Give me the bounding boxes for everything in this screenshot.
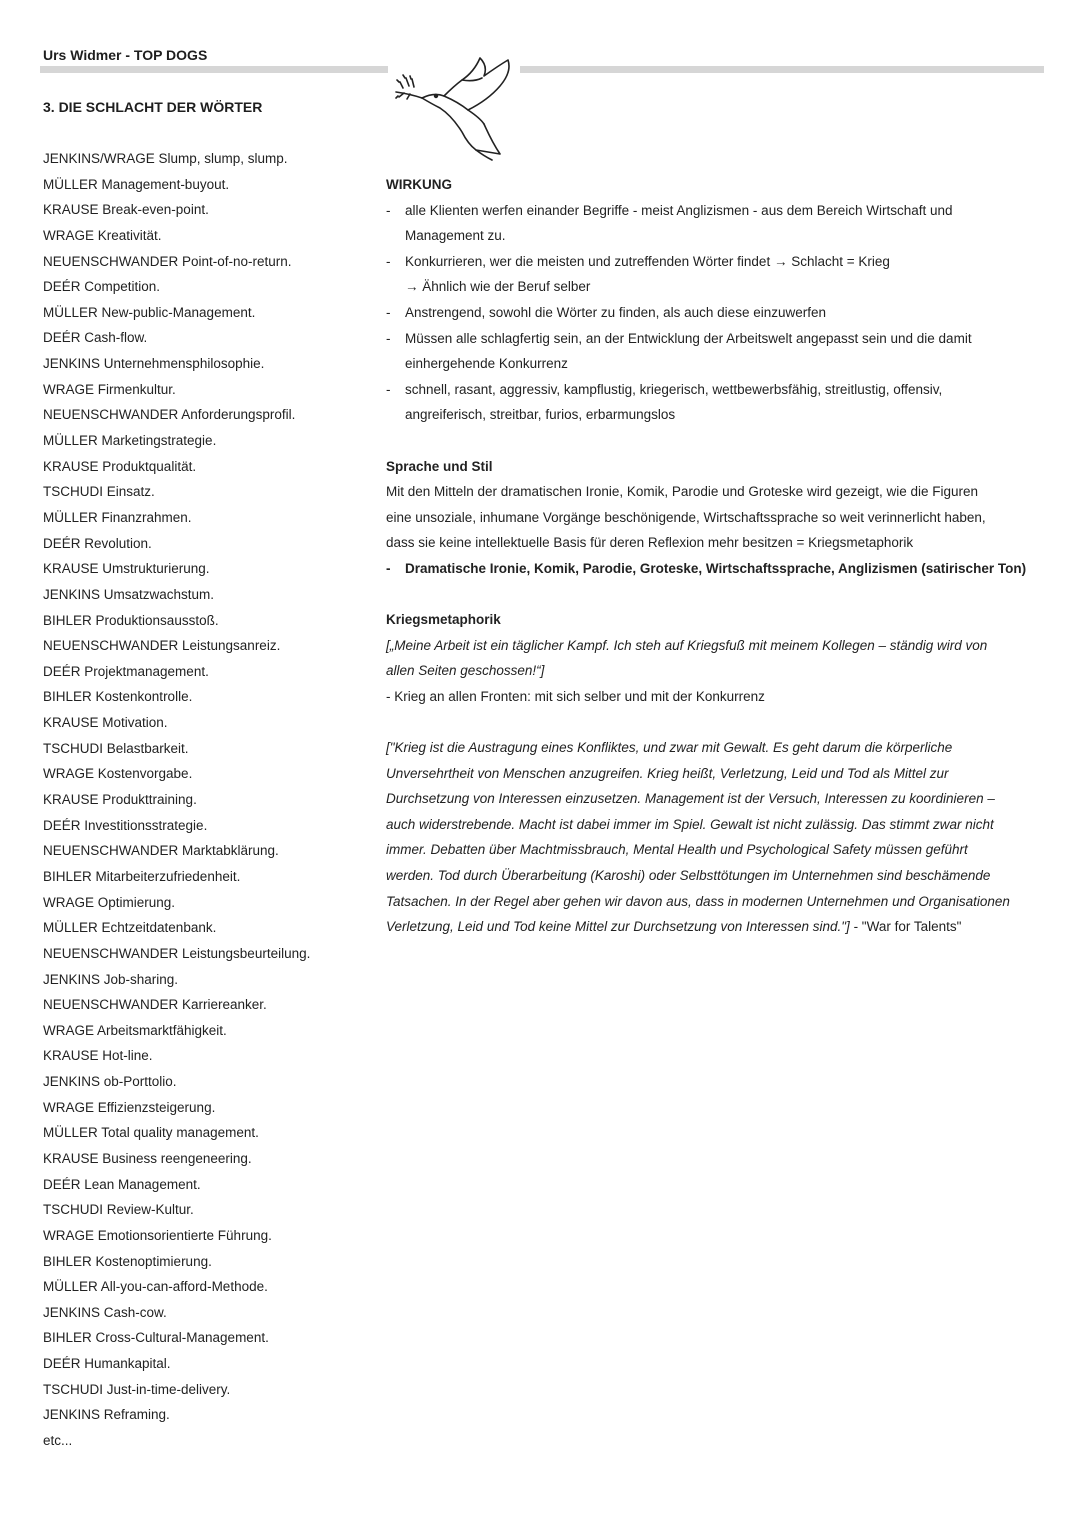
sprache-bullet — [386, 556, 1046, 582]
dialog-line: WRAGE Kreativität. — [43, 227, 162, 243]
quote-source: - "War for Talents" — [849, 919, 962, 935]
quote-line: Tatsachen. In der Regel aber gehen wir davon aus, dass in modernen Unternehmen und Organisationen — [386, 893, 1010, 909]
dialog-line: MÜLLER Marketingstrategie. — [43, 433, 217, 449]
dialog-line: KRAUSE Produktqualität. — [43, 458, 197, 474]
dialog-line: KRAUSE Hot-line. — [43, 1048, 153, 1064]
dialog-line: WRAGE Emotionsorientierte Führung. — [43, 1227, 272, 1243]
dialog-line: MÜLLER Echtzeitdatenbank. — [43, 920, 217, 936]
bullet-continuation: Management zu. — [405, 228, 506, 244]
dialog-line: WRAGE Firmenkultur. — [43, 381, 176, 397]
dialog-line: DEÉR Revolution. — [43, 535, 152, 551]
dialog-line: KRAUSE Break-even-point. — [43, 202, 209, 218]
kriegs-heading: Kriegsmetaphorik — [386, 612, 501, 628]
sprache-paragraph-line: dass sie keine intellektuelle Basis für deren Reflexion mehr besitzen = Kriegsmetaphorik — [386, 535, 914, 551]
dialog-line: NEUENSCHWANDER Marktabklärung. — [43, 843, 279, 859]
section-title: 3. DIE SCHLACHT DER WÖRTER — [43, 99, 263, 115]
bullet-dash: - — [386, 304, 391, 320]
bullet-text: Anstrengend, sowohl die Wörter zu finden, als auch diese einzuwerfen — [405, 304, 826, 320]
dialog-line: JENKINS Unternehmensphilosophie. — [43, 356, 265, 372]
bullet-text: Konkurrieren, wer die meisten und zutreffenden Wörter findet → Schlacht = Krieg — [405, 253, 890, 269]
dialog-line: DEÉR Investitionsstrategie. — [43, 817, 208, 833]
bullet-dash: - — [386, 253, 391, 269]
dialog-line: JENKINS ob-Porttolio. — [43, 1074, 177, 1090]
dialog-line: NEUENSCHWANDER Leistungsanreiz. — [43, 638, 281, 654]
dialog-line: TSCHUDI Belastbarkeit. — [43, 740, 189, 756]
dialog-line: MÜLLER Finanzrahmen. — [43, 509, 192, 525]
dialog-line: WRAGE Optimierung. — [43, 894, 176, 910]
wirkung-bullet — [386, 377, 1046, 403]
dialog-line: KRAUSE Produkttraining. — [43, 792, 197, 808]
dove-icon — [388, 52, 520, 164]
quote-line: ["Krieg ist die Austragung eines Konfliktes, und zwar mit Gewalt. Es geht darum die körperliche — [386, 740, 953, 756]
dialog-line: TSCHUDI Review-Kultur. — [43, 1202, 194, 1218]
dialog-line: TSCHUDI Just-in-time-delivery. — [43, 1381, 231, 1397]
dialog-line: MÜLLER New-public-Management. — [43, 304, 256, 320]
bullet-text: Müssen alle schlagfertig sein, an der Entwicklung der Arbeitswelt angepasst sein und die damit — [405, 330, 972, 346]
dialog-line: BIHLER Mitarbeiterzufriedenheit. — [43, 868, 241, 884]
dialog-line: JENKINS/WRAGE Slump, slump, slump. — [43, 151, 288, 166]
wirkung-bullet — [386, 198, 1046, 224]
dialog-line: KRAUSE Business reengeneering. — [43, 1150, 252, 1166]
dialog-line: MÜLLER All-you-can-afford-Methode. — [43, 1279, 268, 1295]
quote-line: [„Meine Arbeit ist ein täglicher Kampf. Ich steh auf Kriegsfuß mit meinem Kollegen – ständig wird von — [386, 637, 988, 653]
header-rule — [40, 66, 1044, 73]
document-title: Urs Widmer - TOP DOGS — [43, 47, 208, 63]
wirkung-heading: WIRKUNG — [386, 177, 452, 192]
quote-line: Durchsetzung von Interessen einzusetzen. Management ist der Versuch, Interessen zu koordinieren – — [386, 791, 995, 807]
dialog-line: DEÉR Cash-flow. — [43, 330, 148, 346]
dialog-line: BIHLER Kostenkontrolle. — [43, 689, 193, 705]
dialog-line: BIHLER Kostenoptimierung. — [43, 1253, 212, 1269]
dialog-line: KRAUSE Umstrukturierung. — [43, 561, 210, 577]
sprache-heading: Sprache und Stil — [386, 458, 493, 474]
dialog-line: NEUENSCHWANDER Leistungsbeurteilung. — [43, 945, 311, 961]
dialog-line: NEUENSCHWANDER Karriereanker. — [43, 997, 267, 1013]
dialog-line: DEÉR Projektmanagement. — [43, 663, 209, 679]
bullet-continuation: einhergehende Konkurrenz — [405, 356, 568, 372]
quote-line: Unversehrtheit von Menschen anzugreifen. Krieg heißt, Verletzung, Leid und Tod als Mittel zur — [386, 765, 949, 781]
dialog-line: KRAUSE Motivation. — [43, 715, 168, 731]
bullet-text: schnell, rasant, aggressiv, kampflustig, kriegerisch, wettbewerbsfähig, streitlustig, offensiv, — [405, 381, 943, 397]
dialog-line: etc... — [43, 1433, 73, 1449]
dialog-line: MÜLLER Total quality management. — [43, 1125, 259, 1141]
dialog-line: BIHLER Produktionsausstoß. — [43, 612, 219, 628]
dialog-line: DEÉR Lean Management. — [43, 1176, 201, 1192]
quote-line: immer. Debatten über Machtmissbrauch, Mental Health und Psychological Safety müssen geführt — [386, 842, 968, 858]
bullet-dash: - — [386, 330, 391, 346]
dialog-line: WRAGE Effizienzsteigerung. — [43, 1099, 216, 1115]
dialog-line: NEUENSCHWANDER Anforderungsprofil. — [43, 407, 296, 423]
dialog-line: DEÉR Competition. — [43, 279, 161, 295]
dialog-line: TSCHUDI Einsatz. — [43, 484, 155, 500]
dialog-line: WRAGE Arbeitsmarktfähigkeit. — [43, 1022, 227, 1038]
analysis-column — [386, 172, 1046, 940]
dialog-line: WRAGE Kostenvorgabe. — [43, 766, 193, 782]
dialog-line: MÜLLER Management-buyout. — [43, 176, 230, 192]
dialog-line: DEÉR Humankapital. — [43, 1356, 171, 1372]
sprache-paragraph-line: Mit den Mitteln der dramatischen Ironie, Komik, Parodie und Groteske wird gezeigt, wie die Figuren — [386, 484, 979, 500]
quote-line: allen Seiten geschossen!“] — [386, 663, 545, 679]
wirkung-bullet — [386, 326, 1046, 352]
kriegs-note: - Krieg an allen Fronten: mit sich selber und mit der Konkurrenz — [386, 688, 765, 704]
quote-line: auch widerstrebende. Macht ist dabei immer im Spiel. Gewalt ist nicht zulässig. Das stimmt zwar nicht — [386, 816, 994, 832]
bullet-text: alle Klienten werfen einander Begriffe - meist Anglizismen - aus dem Bereich Wirtschaft und — [405, 202, 953, 218]
quote-line-last — [386, 914, 1046, 940]
bullet-continuation: → Ähnlich wie der Beruf selber — [405, 279, 591, 295]
wirkung-bullet — [386, 249, 1046, 275]
quote-text: Verletzung, Leid und Tod keine Mittel zur Durchsetzung von Interessen sind."] — [386, 919, 850, 935]
dialog-line: NEUENSCHWANDER Point-of-no-return. — [43, 253, 292, 269]
bullet-dash: - — [386, 560, 391, 576]
dialog-list — [43, 146, 363, 1454]
bullet-continuation: angreiferisch, streitbar, furios, erbarmungslos — [405, 407, 676, 423]
dialog-line: JENKINS Job-sharing. — [43, 971, 179, 987]
dialog-line: JENKINS Reframing. — [43, 1407, 170, 1423]
bullet-dash: - — [386, 381, 391, 397]
dialog-line: JENKINS Umsatzwachstum. — [43, 586, 215, 602]
bullet-dash: - — [386, 202, 391, 218]
bullet-text: Dramatische Ironie, Komik, Parodie, Groteske, Wirtschaftssprache, Anglizismen (satirischer Ton) — [405, 560, 1027, 576]
dialog-line: BIHLER Cross-Cultural-Management. — [43, 1330, 269, 1346]
sprache-paragraph-line: eine unsoziale, inhumane Vorgänge beschönigende, Wirtschaftssprache so weit verinnerlicht haben, — [386, 509, 986, 525]
quote-line: werden. Tod durch Überarbeitung (Karoshi) oder Selbsttötungen im Unternehmen sind beschämende — [386, 868, 991, 884]
wirkung-bullet — [386, 300, 1046, 326]
dialog-line: JENKINS Cash-cow. — [43, 1304, 167, 1320]
